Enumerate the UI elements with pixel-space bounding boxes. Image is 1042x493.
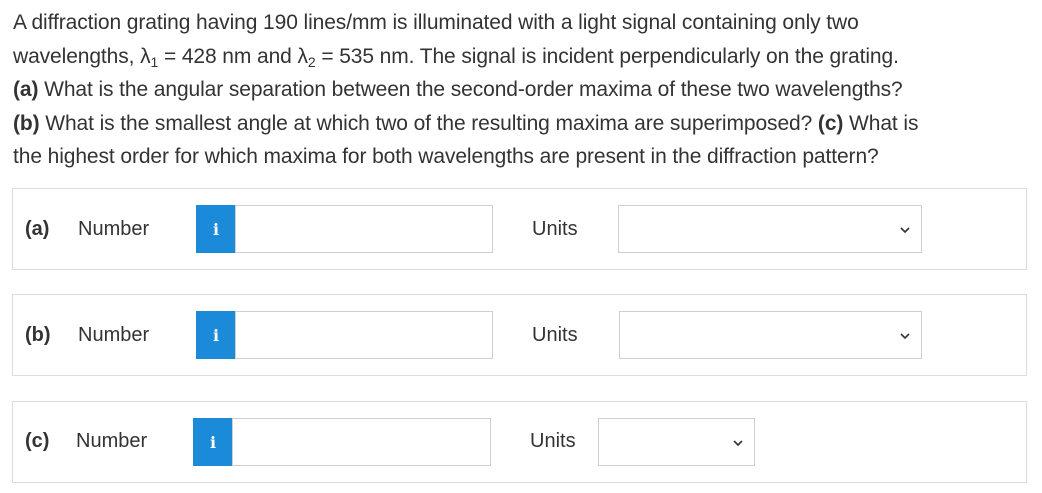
part-label-a: (a) bbox=[25, 218, 50, 240]
info-icon-c[interactable]: i bbox=[193, 418, 233, 466]
units-label-a: Units bbox=[532, 218, 578, 240]
answer-row-c bbox=[12, 401, 1027, 483]
chevron-down-icon bbox=[899, 330, 911, 342]
number-label-c: Number bbox=[76, 430, 148, 452]
question-line-4: (b) What is the smallest angle at which two of the resulting maxima are superimposed? (c) What is bbox=[13, 111, 919, 135]
question-line-1: A diffraction grating having 190 lines/mm is illuminated with a light signal containing only two bbox=[13, 11, 859, 34]
chevron-down-icon bbox=[899, 224, 911, 236]
answer-row-a bbox=[12, 188, 1027, 270]
part-label-b: (b) bbox=[25, 324, 51, 346]
units-select-b[interactable] bbox=[619, 311, 922, 359]
units-select-c[interactable] bbox=[598, 418, 755, 466]
info-icon-b[interactable]: i bbox=[196, 311, 236, 359]
part-label-c: (c) bbox=[25, 430, 50, 452]
number-label-b: Number bbox=[78, 324, 150, 346]
number-input-c[interactable] bbox=[232, 418, 491, 466]
units-select-a[interactable] bbox=[618, 205, 922, 253]
number-input-b[interactable] bbox=[235, 311, 493, 359]
chevron-down-icon bbox=[732, 437, 744, 449]
question-line-3: (a) What is the angular separation between the second-order maxima of these two wavelengths? bbox=[13, 78, 903, 101]
number-input-a[interactable] bbox=[235, 205, 493, 253]
question-line-2: wavelengths, $\lambda_1 = 428$ nm and $\lambda_2 = 535$ nm. The signal is incident perpendicularly on the grating. bbox=[13, 44, 899, 70]
number-label-a: Number bbox=[78, 218, 150, 240]
units-label-b: Units bbox=[532, 324, 578, 346]
question-line-5: the highest order for which maxima for both wavelengths are present in the diffraction pattern? bbox=[13, 145, 879, 168]
question-text bbox=[13, 6, 1033, 174]
answer-row-b bbox=[12, 294, 1027, 376]
info-icon-a[interactable]: i bbox=[196, 205, 236, 253]
units-label-c: Units bbox=[530, 430, 576, 452]
